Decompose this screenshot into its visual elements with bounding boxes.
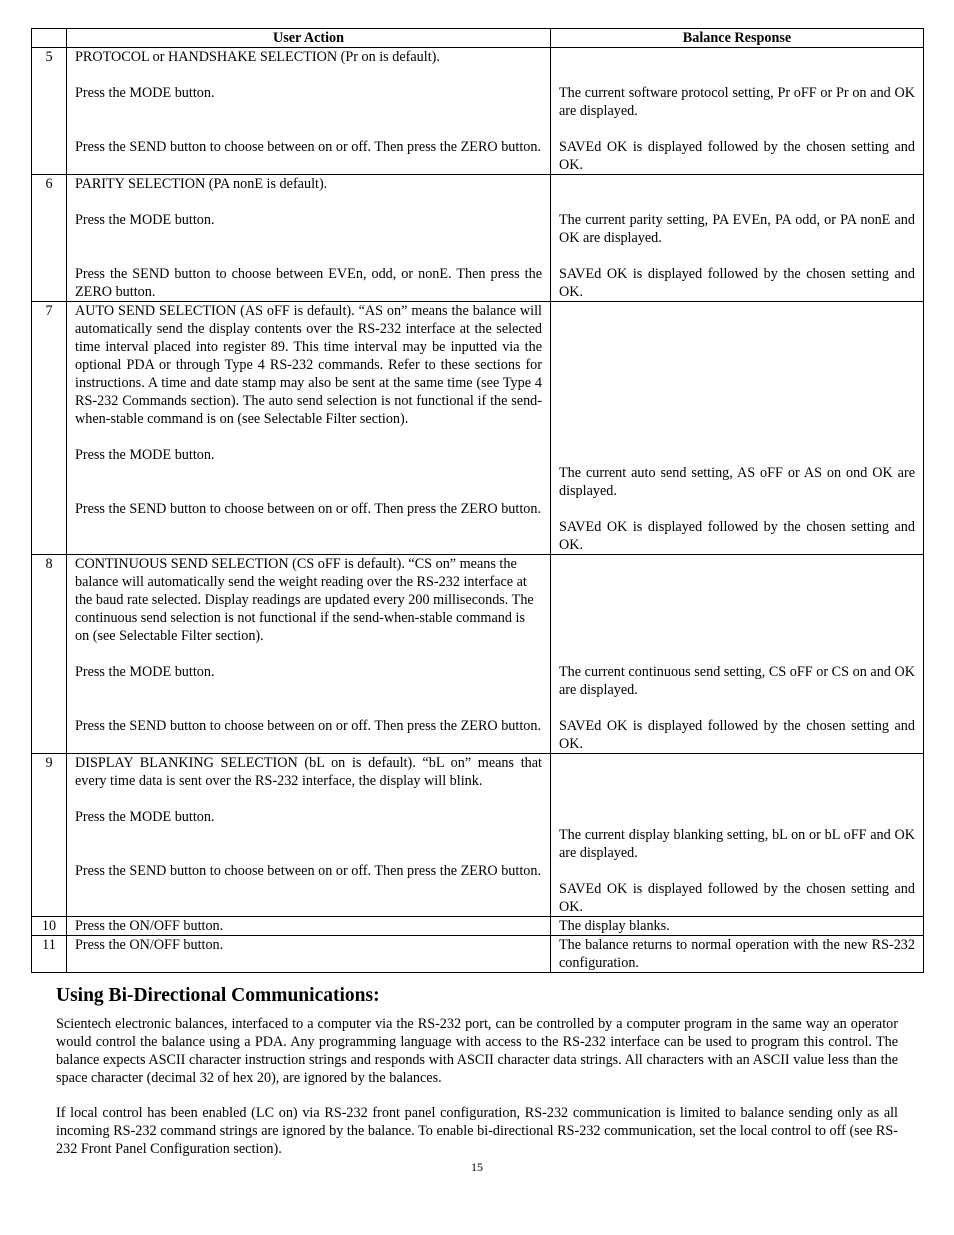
send-action: Press the SEND button to choose between on or off. Then press the ZERO button. [75, 718, 542, 734]
balance-response-cell [551, 175, 924, 302]
step-title: CONTINUOUS SEND SELECTION (CS oFF is default). “CS on” means the balance will automatically send the weight reading over the RS-232 interface at the baud rate selected. Display readings are updated every 200 milliseconds. The continuous send selection is not functional if the send-when-stable command is on (see Selectable Filter section). [75, 556, 534, 644]
send-action: Press the SEND button to choose between on or off. Then press the ZERO button. [75, 139, 542, 155]
send-response: SAVEd OK is displayed followed by the chosen setting and OK. [559, 519, 915, 553]
step-title: AUTO SEND SELECTION (AS oFF is default). “AS on” means the balance will automatically send the display contents over the RS-232 interface at the selected time interval placed into register 89. This time interval may be inputted via the optional PDA or through Type 4 RS-232 commands. Refer to these sections for instructions. A time and date stamp may also be sent at the same time (see Type 4 RS-232 Commands section). The auto send selection is not functional if the send-when-stable command is on (see Selectable Filter section). [75, 303, 542, 427]
step-number: 6 [32, 175, 67, 302]
table-row [32, 754, 924, 917]
send-action: Press the SEND button to choose between on or off. Then press the ZERO button. [75, 501, 542, 517]
configuration-steps-table [31, 28, 924, 973]
step-title: DISPLAY BLANKING SELECTION (bL on is default). “bL on” means that every time data is sent over the RS-232 interface, the display will blink. [75, 755, 542, 789]
send-action: Press the SEND button to choose between EVEn, odd, or nonE. Then press the ZERO button. [75, 266, 542, 300]
section-paragraph-1: Scientech electronic balances, interfaced to a computer via the RS-232 port, can be controlled by a computer program in the same way an operator would control the balance using a PDA. Any programming language with access to the RS-232 interface can be used to program this control. The balance expects ASCII character instruction strings and responds with ASCII character data strings. All characters with an ASCII value less than the space character (decimal 32 of hex 20), are ignored by the balances. [56, 1016, 898, 1086]
user-action-cell: Press the ON/OFF button. [67, 936, 551, 973]
mode-response: The current continuous send setting, CS oFF or CS on and OK are displayed. [559, 664, 915, 698]
header-user-action: User Action [67, 29, 551, 48]
send-response: SAVEd OK is displayed followed by the chosen setting and OK. [559, 266, 915, 300]
page-number: 15 [471, 1160, 483, 1174]
step-number: 5 [32, 48, 67, 175]
table-header-row [32, 29, 924, 48]
user-action-cell [67, 175, 551, 302]
balance-response-cell [551, 754, 924, 917]
step-number: 11 [32, 936, 67, 973]
mode-response: The current auto send setting, AS oFF or AS on ond OK are displayed. [559, 465, 915, 499]
mode-action: Press the MODE button. [75, 212, 215, 228]
table-row [32, 936, 924, 973]
table-row [32, 302, 924, 555]
step-title: PROTOCOL or HANDSHAKE SELECTION (Pr on is default). [75, 49, 440, 65]
section-heading: Using Bi-Directional Communications: [56, 985, 380, 1006]
user-action-cell [67, 302, 551, 555]
step-number: 7 [32, 302, 67, 555]
balance-response-cell [551, 48, 924, 175]
mode-response: The current parity setting, PA EVEn, PA odd, or PA nonE and OK are displayed. [559, 212, 915, 246]
step-number: 10 [32, 917, 67, 936]
mode-action: Press the MODE button. [75, 85, 215, 101]
header-balance-response: Balance Response [551, 29, 924, 48]
table-row [32, 175, 924, 302]
mode-action: Press the MODE button. [75, 664, 215, 680]
header-step [32, 29, 67, 48]
send-response: SAVEd OK is displayed followed by the chosen setting and OK. [559, 881, 915, 915]
mode-response: The current software protocol setting, Pr oFF or Pr on and OK are displayed. [559, 85, 915, 119]
step-number: 9 [32, 754, 67, 917]
balance-response-cell: The balance returns to normal operation with the new RS-232 configuration. [551, 936, 924, 973]
send-response: SAVEd OK is displayed followed by the chosen setting and OK. [559, 139, 915, 173]
balance-response-cell: The display blanks. [551, 917, 924, 936]
user-action-cell: Press the ON/OFF button. [67, 917, 551, 936]
step-title: PARITY SELECTION (PA nonE is default). [75, 176, 328, 192]
table-row [32, 555, 924, 754]
section-paragraph-2: If local control has been enabled (LC on) via RS-232 front panel configuration, RS-232 communication is limited to balance sending only as all incoming RS-232 command strings are ignored by the balance. To enable bi-directional RS-232 communication, set the local control to off (see RS-232 Front Panel Configuration section). [56, 1105, 898, 1157]
mode-action: Press the MODE button. [75, 447, 215, 463]
user-action-cell [67, 754, 551, 917]
mode-response: The current display blanking setting, bL on or bL oFF and OK are displayed. [559, 827, 915, 861]
send-response: SAVEd OK is displayed followed by the chosen setting and OK. [559, 718, 915, 752]
user-action-cell [67, 555, 551, 754]
balance-response-cell [551, 302, 924, 555]
mode-action: Press the MODE button. [75, 809, 215, 825]
balance-response-cell [551, 555, 924, 754]
table-row [32, 917, 924, 936]
step-number: 8 [32, 555, 67, 754]
user-action-cell [67, 48, 551, 175]
table-row [32, 48, 924, 175]
send-action: Press the SEND button to choose between on or off. Then press the ZERO button. [75, 863, 542, 879]
